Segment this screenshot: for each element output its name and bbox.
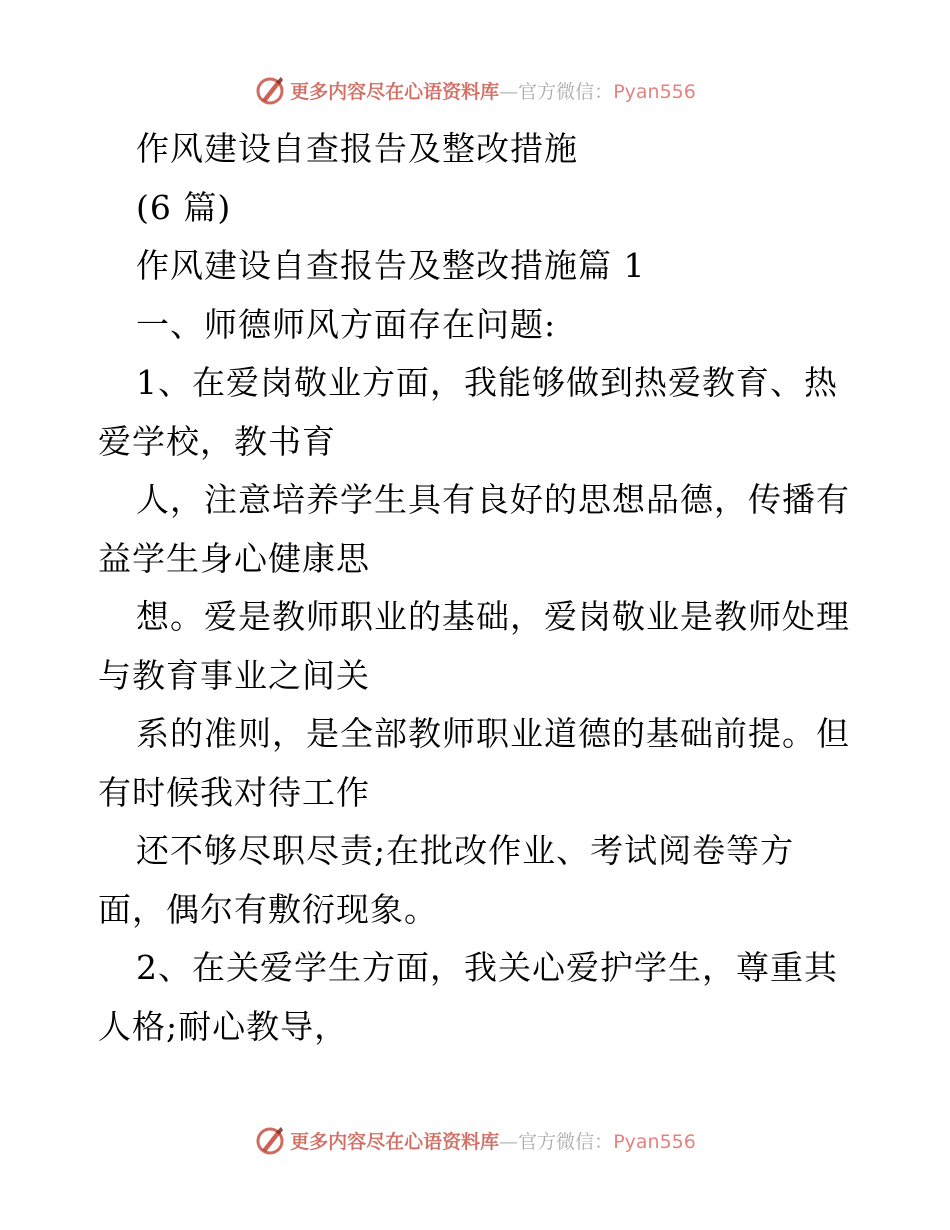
paragraph-line: 2、在关爱学生方面，我关心爱护学生，尊重其 xyxy=(136,948,838,987)
watermark-text xyxy=(290,1127,696,1154)
doc-title: 作风建设自查报告及整改措施 xyxy=(136,129,578,168)
paragraph-line: 与教育事业之间关 xyxy=(98,655,370,695)
header-watermark xyxy=(0,70,950,110)
paragraph-line: 人，注意培养学生具有良好的思想品德，传播有 xyxy=(136,480,850,519)
doc-subtitle: (6 篇) xyxy=(136,187,232,227)
paragraph-line: 1、在爱岗敬业方面，我能够做到热爱教育、热 xyxy=(136,363,838,402)
watermark-text xyxy=(290,77,696,104)
watermark-dash: — xyxy=(499,80,519,103)
footer-watermark xyxy=(0,1120,950,1160)
watermark-id: Pyan556 xyxy=(613,1130,696,1153)
paragraph-line: 有时候我对待工作 xyxy=(98,772,370,812)
paragraph-line: 还不够尽职尽责;在批改作业、考试阅卷等方 xyxy=(136,831,795,870)
document-body xyxy=(98,120,858,1056)
watermark-id: Pyan556 xyxy=(613,80,696,103)
paragraph-line: 益学生身心健康思 xyxy=(98,538,370,578)
paragraph-line: 想。爱是教师职业的基础，爱岗敬业是教师处理 xyxy=(136,597,850,636)
watermark-official: 官方微信： xyxy=(518,80,614,103)
watermark-dash: — xyxy=(499,1130,519,1153)
watermark-main: 更多内容尽在心语资料库 xyxy=(290,80,500,103)
watermark-official: 官方微信： xyxy=(518,1130,614,1153)
paragraph-line: 系的准则，是全部教师职业道德的基础前提。但 xyxy=(136,714,850,753)
paragraph-line: 爱学校，教书育 xyxy=(98,421,336,461)
pen-logo-icon xyxy=(254,74,286,106)
watermark-main: 更多内容尽在心语资料库 xyxy=(290,1130,500,1153)
paragraph-line: 人格;耐心教导， xyxy=(98,1006,349,1046)
pen-logo-icon xyxy=(254,1124,286,1156)
paragraph-line: 面，偶尔有敷衍现象。 xyxy=(98,889,438,929)
section-heading: 作风建设自查报告及整改措施篇 1 xyxy=(136,246,646,285)
subsection-heading: 一、师德师风方面存在问题: xyxy=(136,304,557,344)
